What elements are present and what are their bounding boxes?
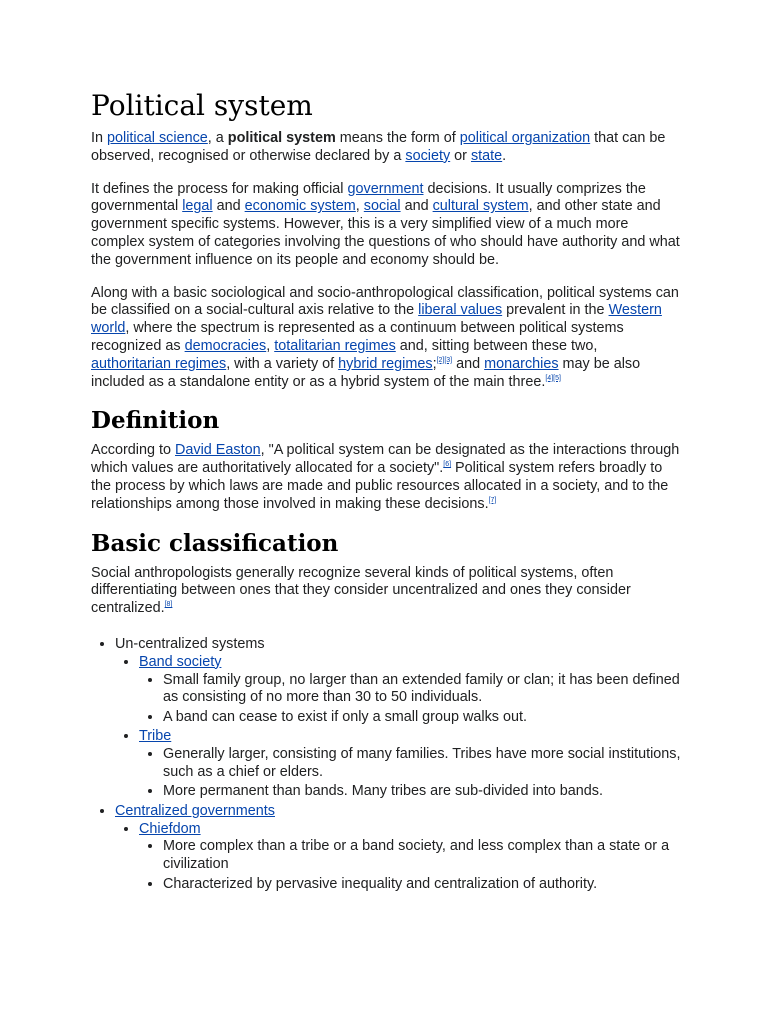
link-political-science[interactable]: political science bbox=[107, 130, 208, 146]
link-centralized-governments[interactable]: Centralized governments bbox=[115, 802, 275, 819]
text: that can be observed, recognised or otherwise declared by a bbox=[91, 130, 666, 164]
text: In bbox=[91, 130, 107, 146]
list-item: • More permanent than bands. Many tribes are sub-divided into bands. bbox=[163, 783, 681, 801]
text: , where the spectrum is represented as a continuum between political systems recognized as bbox=[91, 320, 624, 354]
text: According to bbox=[91, 442, 175, 459]
link-david-easton[interactable]: David Easton bbox=[175, 442, 261, 459]
text: Social anthropologists generally recognize several kinds of political systems, often differentiating between ones that they consider uncentralized and ones they consider centralized. bbox=[91, 564, 631, 617]
link-totalitarian-regimes[interactable]: totalitarian regimes bbox=[274, 337, 396, 354]
link-political-organization[interactable]: political organization bbox=[459, 130, 591, 146]
section-heading-definition: Definition bbox=[91, 407, 220, 435]
citation bbox=[489, 497, 497, 504]
text: and bbox=[212, 198, 245, 215]
definition-paragraph bbox=[91, 442, 681, 513]
text: ; bbox=[432, 355, 437, 372]
list-label: Un-centralized systems bbox=[115, 635, 265, 652]
sub-list bbox=[139, 672, 681, 727]
text: , bbox=[266, 337, 275, 354]
text: , bbox=[355, 198, 364, 215]
sub-list bbox=[115, 654, 681, 801]
link-society[interactable]: society bbox=[405, 147, 451, 164]
text: , a bbox=[207, 130, 228, 146]
text: , "A political system can be designated as the interactions through which values are authoritatively allocated for a society". bbox=[91, 442, 680, 477]
section-heading-classification: Basic classification bbox=[91, 529, 339, 557]
sub-list bbox=[115, 821, 681, 894]
link-liberal-values[interactable]: liberal values bbox=[418, 302, 503, 319]
list-item bbox=[115, 636, 681, 801]
link-legal[interactable]: legal bbox=[182, 198, 213, 215]
citation-link[interactable]: [4][5] bbox=[545, 374, 561, 382]
article bbox=[91, 88, 681, 895]
link-western-world[interactable]: Western world bbox=[91, 302, 662, 337]
link-democracies[interactable]: democracies bbox=[184, 337, 267, 354]
list-item: • Characterized by pervasive inequality and centralization of authority. bbox=[163, 876, 681, 894]
link-authoritarian-regimes[interactable]: authoritarian regimes bbox=[91, 355, 227, 372]
text: and bbox=[400, 198, 433, 215]
link-chiefdom[interactable]: Chiefdom bbox=[139, 820, 201, 837]
link-cultural-system[interactable]: cultural system bbox=[432, 198, 529, 215]
text: means the form of bbox=[335, 130, 460, 146]
link-government[interactable]: government bbox=[347, 180, 424, 197]
text: and, sitting between these two, bbox=[395, 337, 598, 354]
intro-paragraph-2 bbox=[91, 181, 681, 270]
list-item: • Small family group, no larger than an extended family or clan; it has been defined as consisting of no more than 30 to 50 individuals. bbox=[163, 672, 681, 708]
link-tribe[interactable]: Tribe bbox=[139, 728, 172, 745]
list-item: • More complex than a tribe or a band society, and less complex than a state or a civilization bbox=[163, 838, 681, 874]
text: decisions. It usually comprizes the governmental bbox=[91, 180, 646, 215]
citation-link[interactable]: [2][3] bbox=[436, 356, 453, 364]
link-economic-system[interactable]: economic system bbox=[244, 198, 356, 215]
list-item: • Generally larger, consisting of many families. Tribes have more social institutions, such as a chief or elders. bbox=[163, 746, 681, 782]
list-item bbox=[115, 803, 681, 894]
list-item bbox=[139, 821, 681, 894]
citation bbox=[165, 601, 173, 608]
sub-list bbox=[139, 746, 681, 801]
citation bbox=[443, 461, 451, 468]
text: or bbox=[450, 147, 471, 164]
intro-paragraph-3 bbox=[91, 285, 681, 392]
intro-paragraph-1 bbox=[91, 130, 681, 166]
link-band-society[interactable]: Band society bbox=[139, 653, 222, 670]
citation-link[interactable]: [8] bbox=[164, 601, 173, 609]
classification-paragraph bbox=[91, 565, 681, 618]
text: . bbox=[502, 147, 507, 164]
list-item bbox=[139, 728, 681, 801]
link-social[interactable]: social bbox=[363, 198, 401, 215]
text: , and other state and government specific systems. However, this is a very simplified view of a much more complex system of categories involving the questions of who should have authority and what the government influence on its people and economy should be. bbox=[91, 198, 680, 268]
list-item: • A band can cease to exist if only a small group walks out. bbox=[163, 709, 681, 727]
link-monarchies[interactable]: monarchies bbox=[484, 355, 559, 372]
text: may be also included as a standalone entity or as a hybrid system of the main three. bbox=[91, 355, 641, 390]
sub-list bbox=[139, 838, 681, 893]
text: Along with a basic sociological and socio-anthropological classification, political systems can be classified on a social-cultural axis relative to the bbox=[91, 284, 679, 319]
citation bbox=[437, 357, 453, 364]
link-hybrid-regimes[interactable]: hybrid regimes bbox=[338, 355, 433, 372]
text: , with a variety of bbox=[226, 355, 339, 372]
text: prevalent in the bbox=[502, 302, 609, 319]
page-title: Political system bbox=[91, 89, 313, 122]
classification-list bbox=[91, 636, 681, 894]
text: and bbox=[452, 355, 485, 372]
citation bbox=[545, 375, 561, 382]
text: Political system refers broadly to the process by which laws are made and public resources allocated in a society, and to the relationships among those involved in making these decisions. bbox=[91, 460, 669, 512]
citation-link[interactable]: [6] bbox=[443, 461, 452, 469]
text: It defines the process for making official bbox=[91, 180, 348, 197]
list-item bbox=[139, 654, 681, 727]
link-state[interactable]: state bbox=[470, 147, 503, 164]
bold-term: political system bbox=[227, 130, 336, 146]
citation-link[interactable]: [7] bbox=[488, 496, 497, 504]
